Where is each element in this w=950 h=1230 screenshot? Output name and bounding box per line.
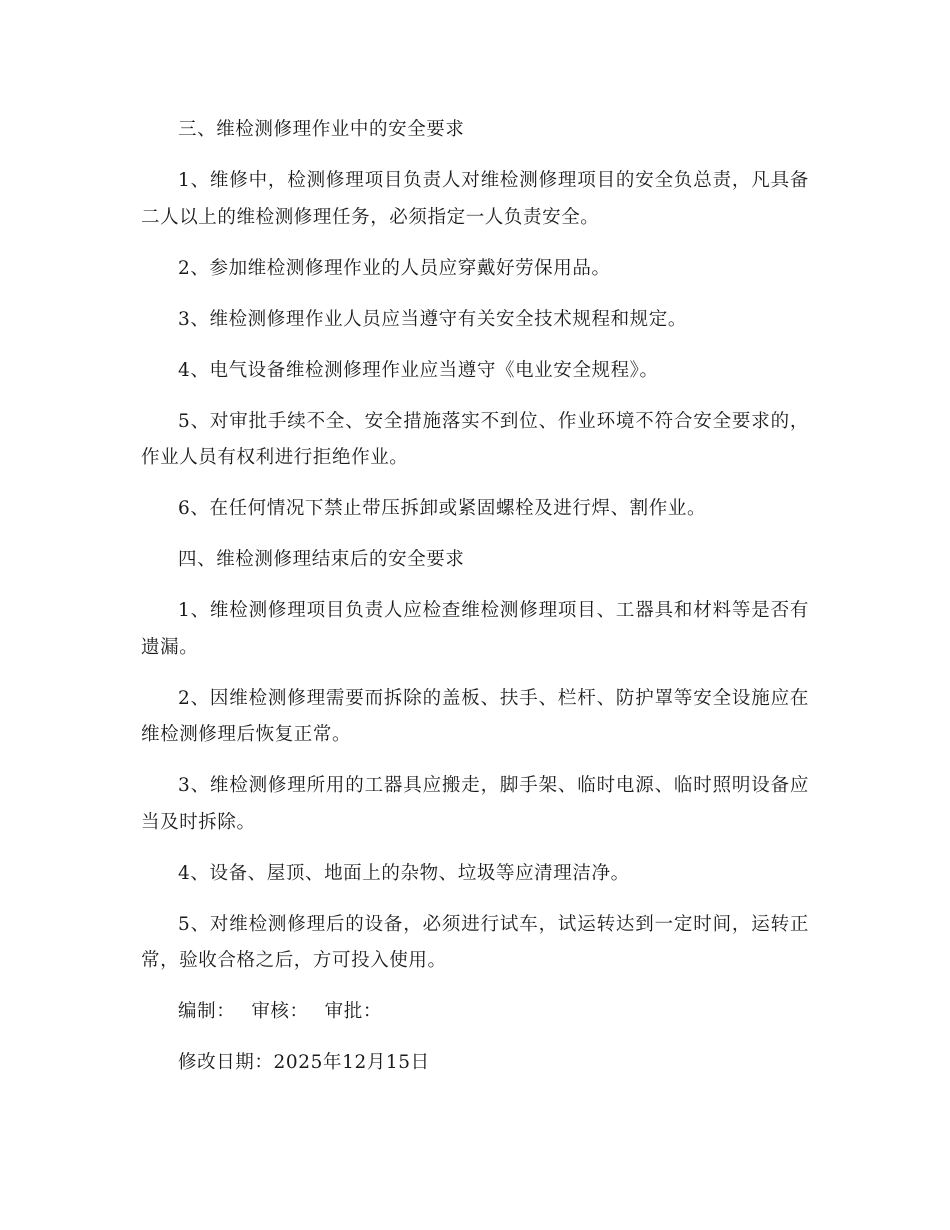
section-4-item-3: 3、维检测修理所用的工器具应搬走，脚手架、临时电源、临时照明设备应当及时拆除。: [141, 775, 809, 833]
section-4-heading: 四、维检测修理结束后的安全要求: [178, 549, 465, 570]
reviewer-label: 审核：: [251, 1001, 309, 1022]
section-3-item-3: 3、维检测修理作业人员应当遵守有关安全技术规程和规定。: [178, 308, 687, 330]
section-3-item-4: 4、电气设备维检测修理作业应当遵守《电业安全规程》。: [178, 359, 659, 381]
document-body: [141, 112, 809, 1096]
section-3-item-1: 1、维修中，检测修理项目负责人对维检测修理项目的安全负总责，凡具备二人以上的维检测修理任务，必须指定一人负责安全。: [141, 170, 809, 228]
approver-label: 审批：: [324, 1001, 382, 1022]
section-3-heading: 三、维检测修理作业中的安全要求: [178, 119, 465, 140]
revision-date: 修改日期：2025年12月15日: [178, 1052, 430, 1073]
signature-line: [141, 994, 809, 1031]
section-4-item-5: 5、对维检测修理后的设备，必须进行试车，试运转达到一定时间，运转正常，验收合格之后，方可投入使用。: [141, 913, 809, 971]
section-3-item-6: 6、在任何情况下禁止带压拆卸或紧固螺栓及进行焊、割作业。: [178, 498, 707, 519]
section-3-item-2: 2、参加维检测修理作业的人员应穿戴好劳保用品。: [178, 257, 611, 279]
section-4-item-4: 4、设备、屋顶、地面上的杂物、垃圾等应清理洁净。: [178, 862, 630, 884]
section-4-item-1: 1、维检测修理项目负责人应检查维检测修理项目、工器具和材料等是否有遗漏。: [141, 600, 809, 658]
section-4-item-2: 2、因维检测修理需要而拆除的盖板、扶手、栏杆、防护罩等安全设施应在维检测修理后恢复正常。: [141, 687, 809, 745]
section-3-item-5: 5、对审批手续不全、安全措施落实不到位、作业环境不符合安全要求的，作业人员有权利进行拒绝作业。: [141, 410, 809, 468]
editor-label: 编制：: [178, 1001, 236, 1022]
